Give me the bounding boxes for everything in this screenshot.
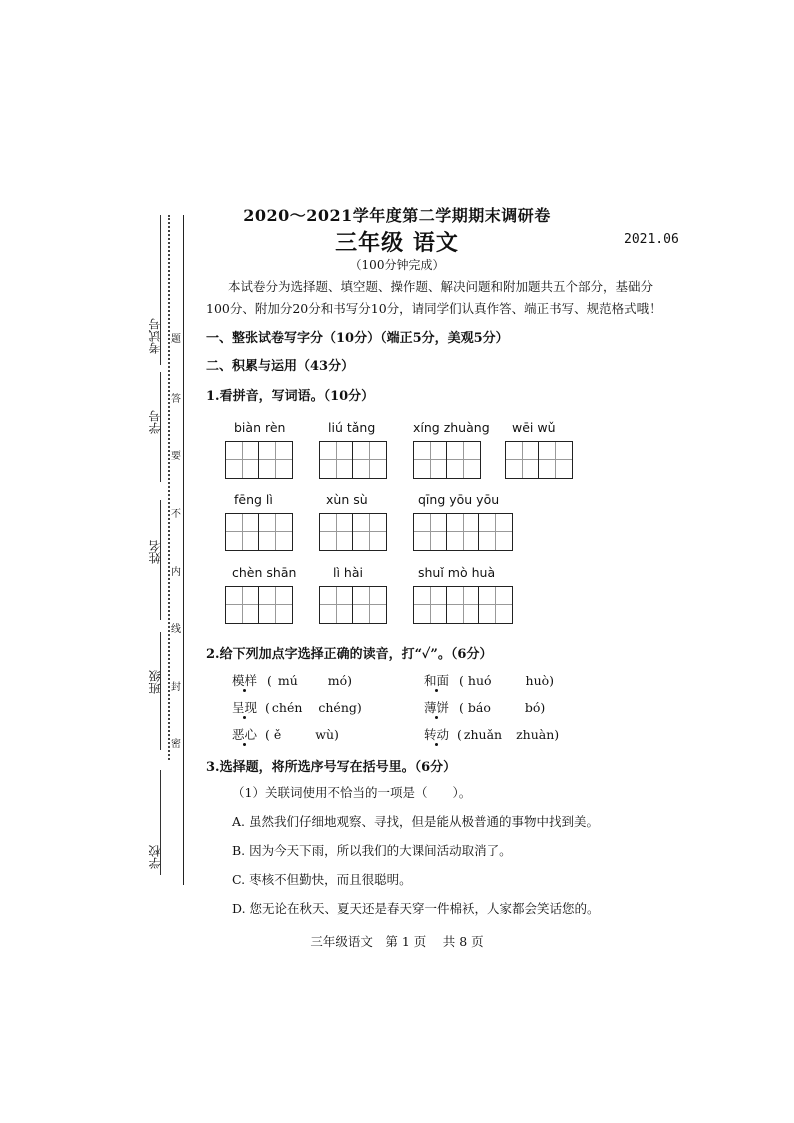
writing-grid[interactable]	[319, 513, 387, 551]
binding-dotted-line	[168, 215, 170, 760]
pinyin-label: chèn shān	[232, 565, 297, 580]
sub-question-1: （1）关联词使用不恰当的一项是（ ）。	[232, 785, 472, 800]
reading-option-b[interactable]: bó	[524, 700, 541, 715]
writing-grid[interactable]	[225, 513, 293, 551]
pinyin-label: xùn sù	[326, 492, 368, 507]
choice-option-c[interactable]: C. 枣核不但勤快，而且很聪明。	[232, 872, 412, 887]
word: 模样	[232, 673, 258, 688]
intro-text-line2: 100分、附加分20分和书写分10分，请同学们认真作答、端正书写、规范格式哦！	[206, 301, 662, 316]
seal-char: 密	[171, 739, 181, 750]
choice-option-b[interactable]: B. 因为今天下雨，所以我们的大课间活动取消了。	[232, 843, 512, 858]
reading-option-b[interactable]: chéng	[318, 700, 357, 715]
reading-item: 转动 ( zhuǎn zhuàn)	[424, 727, 560, 742]
reading-item: 呈现 ( chén chéng)	[232, 700, 362, 715]
name-label: 姓名	[148, 540, 162, 564]
pinyin-label: xíng zhuàng	[413, 420, 490, 435]
writing-grid[interactable]	[413, 586, 513, 624]
pinyin-label: lì hài	[333, 565, 363, 580]
writing-grid[interactable]	[413, 513, 513, 551]
pinyin-label: fēng lì	[234, 492, 273, 507]
reading-option-b[interactable]: zhuàn	[516, 727, 555, 742]
reading-option-a[interactable]: báo	[467, 700, 491, 715]
exam-subtitle: 三年级 语文	[335, 230, 459, 256]
reading-item: 和面 ( huó huò)	[424, 673, 555, 688]
writing-grid[interactable]	[319, 586, 387, 624]
class-label: 班级	[148, 670, 162, 694]
question-3-heading: 3.选择题，将所选序号写在括号里。（6分）	[206, 760, 457, 775]
writing-grid[interactable]	[413, 441, 481, 479]
word: 和面	[424, 673, 450, 688]
exam-number-label: 考试号	[148, 318, 162, 354]
seal-char: 线	[171, 624, 181, 635]
seal-char: 不	[171, 509, 181, 520]
reading-option-b[interactable]: mó	[327, 673, 348, 688]
school-label: 学校	[148, 845, 162, 869]
section-1-heading: 一、整张试卷写字分（10分）（端正5分，美观5分）	[206, 331, 509, 346]
student-number-line	[160, 372, 161, 482]
pinyin-label: qīng yōu yōu	[418, 492, 500, 507]
exam-date: 2021.06	[624, 232, 679, 247]
reading-option-a[interactable]: huó	[467, 673, 492, 688]
reading-option-a[interactable]: mú	[277, 673, 298, 688]
student-number-label: 学号	[148, 410, 162, 434]
class-line	[160, 632, 161, 750]
word: 呈现	[232, 700, 258, 715]
page-footer: 三年级语文 第 1 页 共 8 页	[310, 934, 484, 949]
reading-item: 模样 ( mú mó)	[232, 673, 353, 688]
reading-option-b[interactable]: huò	[525, 673, 550, 688]
reading-item: 恶心 ( ě wù)	[232, 727, 339, 742]
reading-option-a[interactable]: zhuǎn	[463, 727, 503, 742]
seal-char: 要	[171, 451, 181, 462]
writing-grid[interactable]	[505, 441, 573, 479]
writing-grid[interactable]	[319, 441, 387, 479]
time-note: （100分钟完成）	[349, 258, 445, 272]
pinyin-label: shuǐ mò huà	[418, 565, 496, 580]
reading-option-a[interactable]: ě	[273, 727, 282, 742]
writing-grid[interactable]	[225, 586, 293, 624]
question-2-heading: 2.给下列加点字选择正确的读音，打“✓”。（6分）	[206, 647, 493, 662]
section-2-heading: 二、积累与运用（43分）	[206, 359, 355, 374]
binding-solid-line	[183, 215, 184, 885]
name-line	[160, 500, 161, 620]
school-line	[160, 770, 161, 875]
exam-title: 2020～2021学年度第二学期期末调研卷	[243, 206, 551, 225]
reading-item: 薄饼 ( báo bó)	[424, 700, 546, 715]
choice-option-a[interactable]: A. 虽然我们仔细地观察、寻找，但是能从极普通的事物中找到美。	[232, 814, 599, 829]
intro-text-line1: 本试卷分为选择题、填空题、操作题、解决问题和附加题共五个部分，基础分	[228, 279, 654, 294]
question-1-heading: 1.看拼音，写词语。（10分）	[206, 389, 375, 404]
pinyin-label: liú tǎng	[328, 420, 376, 435]
reading-option-b[interactable]: wù	[315, 727, 335, 742]
reading-option-a[interactable]: chén	[271, 700, 303, 715]
word: 转动	[424, 727, 450, 742]
word: 恶心	[232, 727, 258, 742]
word: 薄饼	[424, 700, 450, 715]
pinyin-label: wēi wǔ	[512, 420, 556, 435]
seal-char: 答	[171, 394, 181, 405]
pinyin-label: biàn rèn	[234, 420, 286, 435]
writing-grid[interactable]	[225, 441, 293, 479]
seal-char: 题	[171, 334, 181, 345]
seal-char: 内	[171, 567, 181, 578]
choice-option-d[interactable]: D. 您无论在秋天、夏天还是春天穿一件棉袄，人家都会笑话您的。	[232, 901, 600, 916]
seal-char: 封	[171, 682, 181, 693]
